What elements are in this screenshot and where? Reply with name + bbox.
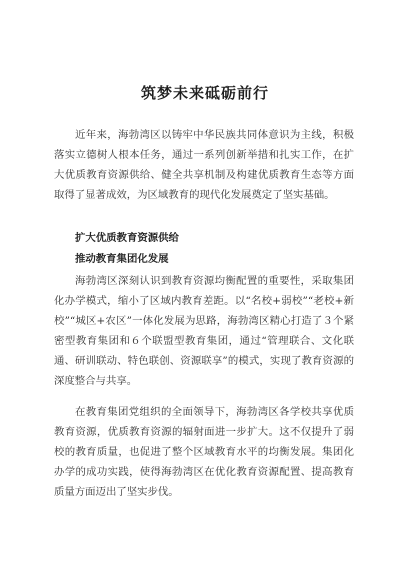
section-heading: 扩大优质教育资源供给 bbox=[75, 232, 179, 244]
subsection-heading: 推动教育集团化发展 bbox=[75, 253, 169, 265]
body-paragraph-collectivization: 海勃湾区深刻认识到教育资源均衡配置的重要性，采取集团化办学模式，缩小了区域内教育差距。以“名校+弱校”“老校+新校”“城区+农区”一体化发展为思路，海勃湾区精心打造了３个紧密型教育集团和６个联盟型教育集团，通过“管理联合、文化联通、研训联动、特色联创、资源联享”的模式，实现了教育资源的深度整合与共享。 bbox=[54, 275, 354, 387]
document-title: 筑梦未来砥砺前行 bbox=[140, 84, 269, 102]
body-paragraph-outcomes: 在教育集团党组织的全面领导下，海勃湾区各学校共享优质教育资源，优质教育资源的辐射面进一步扩大。这不仅提升了弱校的教育质量，也促进了整个区域教育水平的均衡发展。集团化办学的成功实践，使得海勃湾区在优化教育资源配置、提高教育质量方面迈出了坚实步伐。 bbox=[54, 406, 354, 498]
intro-paragraph: 近年来，海勃湾区以铸牢中华民族共同体意识为主线，积极落实立德树人根本任务，通过一系列创新举措和扎实工作，在扩大优质教育资源供给、健全共享机制及构建优质教育生态等方面取得了显著成效，为区域教育的现代化发展奠定了坚实基础。 bbox=[54, 129, 354, 201]
